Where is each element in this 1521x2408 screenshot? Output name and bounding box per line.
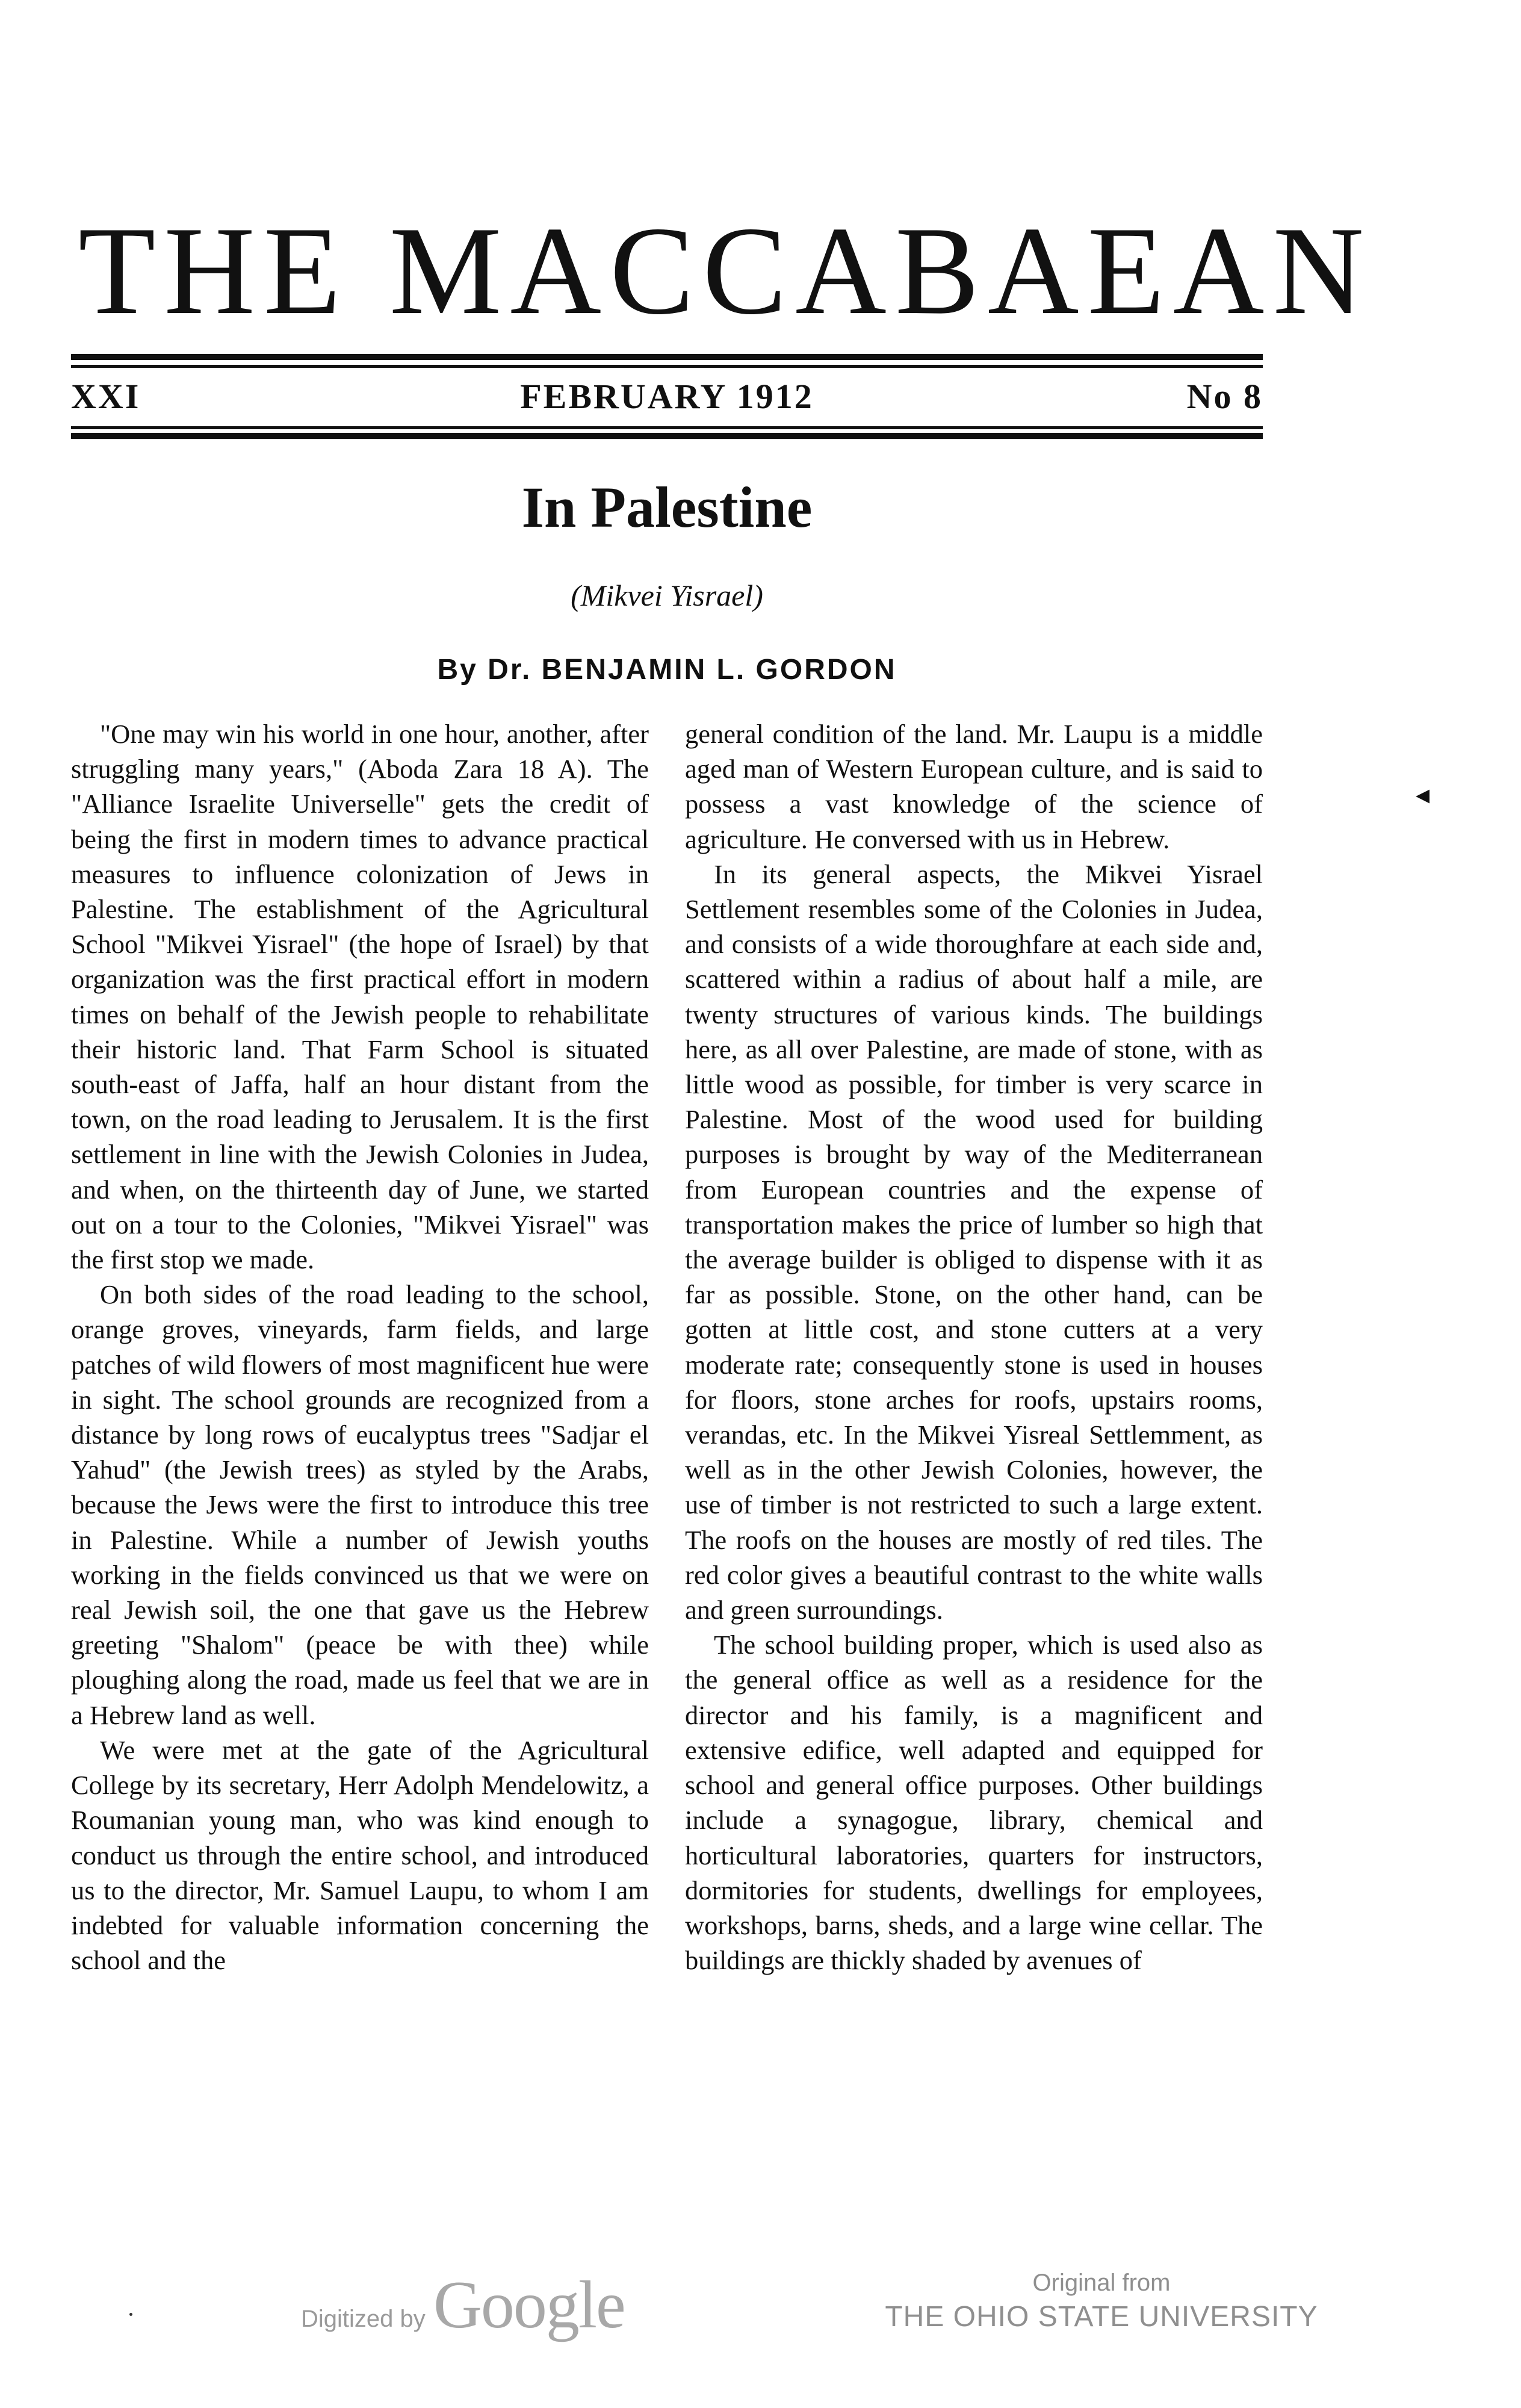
top-rule-thick — [71, 354, 1263, 360]
bottom-rule-thick — [71, 433, 1263, 439]
google-logo: Google — [433, 2268, 625, 2342]
paragraph: On both sides of the road leading to the school, orange groves, vineyards, farm fields, and large patches of wild flowers of most magnificent hue were in sight. The school grounds are recognized from a distance by long rows of eucalyptus trees "Sadjar el Yahud" (the Jewish trees) as styled by the Arabs, because the Jews were the first to introduce this tree in Palestine. While a number of Jewish youths working in the fields convinced us that we were on real Jewish soil, the one that gave us the Hebrew greeting "Shalom" (peace be with thee) while ploughing along the road, made us feel that we are in a Hebrew land as well. — [71, 1279, 649, 1730]
digitized-label: Digitized by — [301, 2306, 426, 2332]
top-rule-thin — [71, 365, 1263, 368]
masthead-title: THE MACCABAEAN — [78, 201, 1373, 341]
original-from-watermark — [831, 2270, 1372, 2333]
paragraph: "One may win his world in one hour, another, after struggling many years," (Aboda Zara 18 A). The "Alliance Israelite Universelle" gets the credit of being the first in modern times to advance practical measures to influence colonization of Jews in Palestine. The establishment of the Agricultural School "Mikvei Yisrael" (the hope of Israel) by that organization was the first practical effort in modern times on behalf of the Jewish people to rehabilitate their historic land. That Farm School is situated south-east of Jaffa, half an hour distant from the town, on the road leading to Jerusalem. It is the first settlement in line with the Jewish Colonies in Judea, and when, on the thirteenth day of June, we started out on a tour to the Colonies, "Mikvei Yisrael" was the first stop we made. — [71, 719, 649, 1275]
margin-mark: ◂ — [1416, 779, 1430, 810]
article-byline: By Dr. BENJAMIN L. GORDON — [437, 654, 897, 686]
issue-number: No 8 — [1186, 377, 1263, 416]
volume-number: XXI — [71, 377, 141, 416]
paragraph: In its general aspects, the Mikvei Yisrael Settlement resembles some of the Colonies in Judea, and consists of a wide thoroughfare at each side and, scattered within a radius of about half a mile, are twenty structures of various kinds. The buildings here, as all over Palestine, are made of stone, with as little wood as possible, for timber is very scarce in Palestine. Most of the wood used for building purposes is brought by way of the Mediterranean from European countries and the expense of transportation makes the price of lumber so high that the average builder is obliged to dispense with it as far as possible. Stone, on the other hand, can be gotten at little cost, and stone cutters at a very moderate rate; consequently stone is used in houses for floors, stone arches for roofs, upstairs rooms, verandas, etc. In the Mikvei Yisreal Settlemment, as well as in the other Jewish Colonies, however, the use of timber is not restricted to such a large extent. The roofs on the houses are mostly of red tiles. The red color gives a beautiful contrast to the white walls and green surroundings. — [685, 858, 1263, 1625]
issue-date: FEBRUARY 1912 — [520, 377, 814, 416]
original-source-name: THE OHIO STATE UNIVERSITY — [885, 2301, 1318, 2333]
paragraph: We were met at the gate of the Agricultural College by its secretary, Herr Adolph Mendelowitz, a Roumanian young man, who was kind enough to conduct us through the entire school, and introduced us to the director, Mr. Samuel Laupu, to whom I am indebted for valuable information concerning the school and the — [71, 1734, 649, 1976]
article-subtitle: (Mikvei Yisrael) — [571, 579, 763, 612]
article-title: In Palestine — [521, 475, 813, 539]
print-speck — [129, 2313, 132, 2316]
right-text-column — [685, 716, 1263, 1978]
paragraph: general condition of the land. Mr. Laupu is a middle aged man of Western European culture, and is said to possess a vast knowledge of the science of agriculture. He conversed with us in Hebrew. — [685, 719, 1263, 854]
left-text-column — [71, 716, 649, 1978]
original-from-label: Original from — [1032, 2270, 1171, 2296]
bottom-rule-thin — [71, 426, 1263, 429]
issue-info-row — [71, 376, 1263, 418]
paragraph: The school building proper, which is used also as the general office as well as a residence for the director and his family, is a magnificent and extensive edifice, well adapted and equipped for school and general office purposes. Other buildings include a synagogue, library, chemical and horticultural laboratories, quarters for instructors, dormitories for students, dwellings for employees, workshops, barns, sheds, and a large wine cellar. The buildings are thickly shaded by avenues of — [685, 1630, 1263, 1976]
